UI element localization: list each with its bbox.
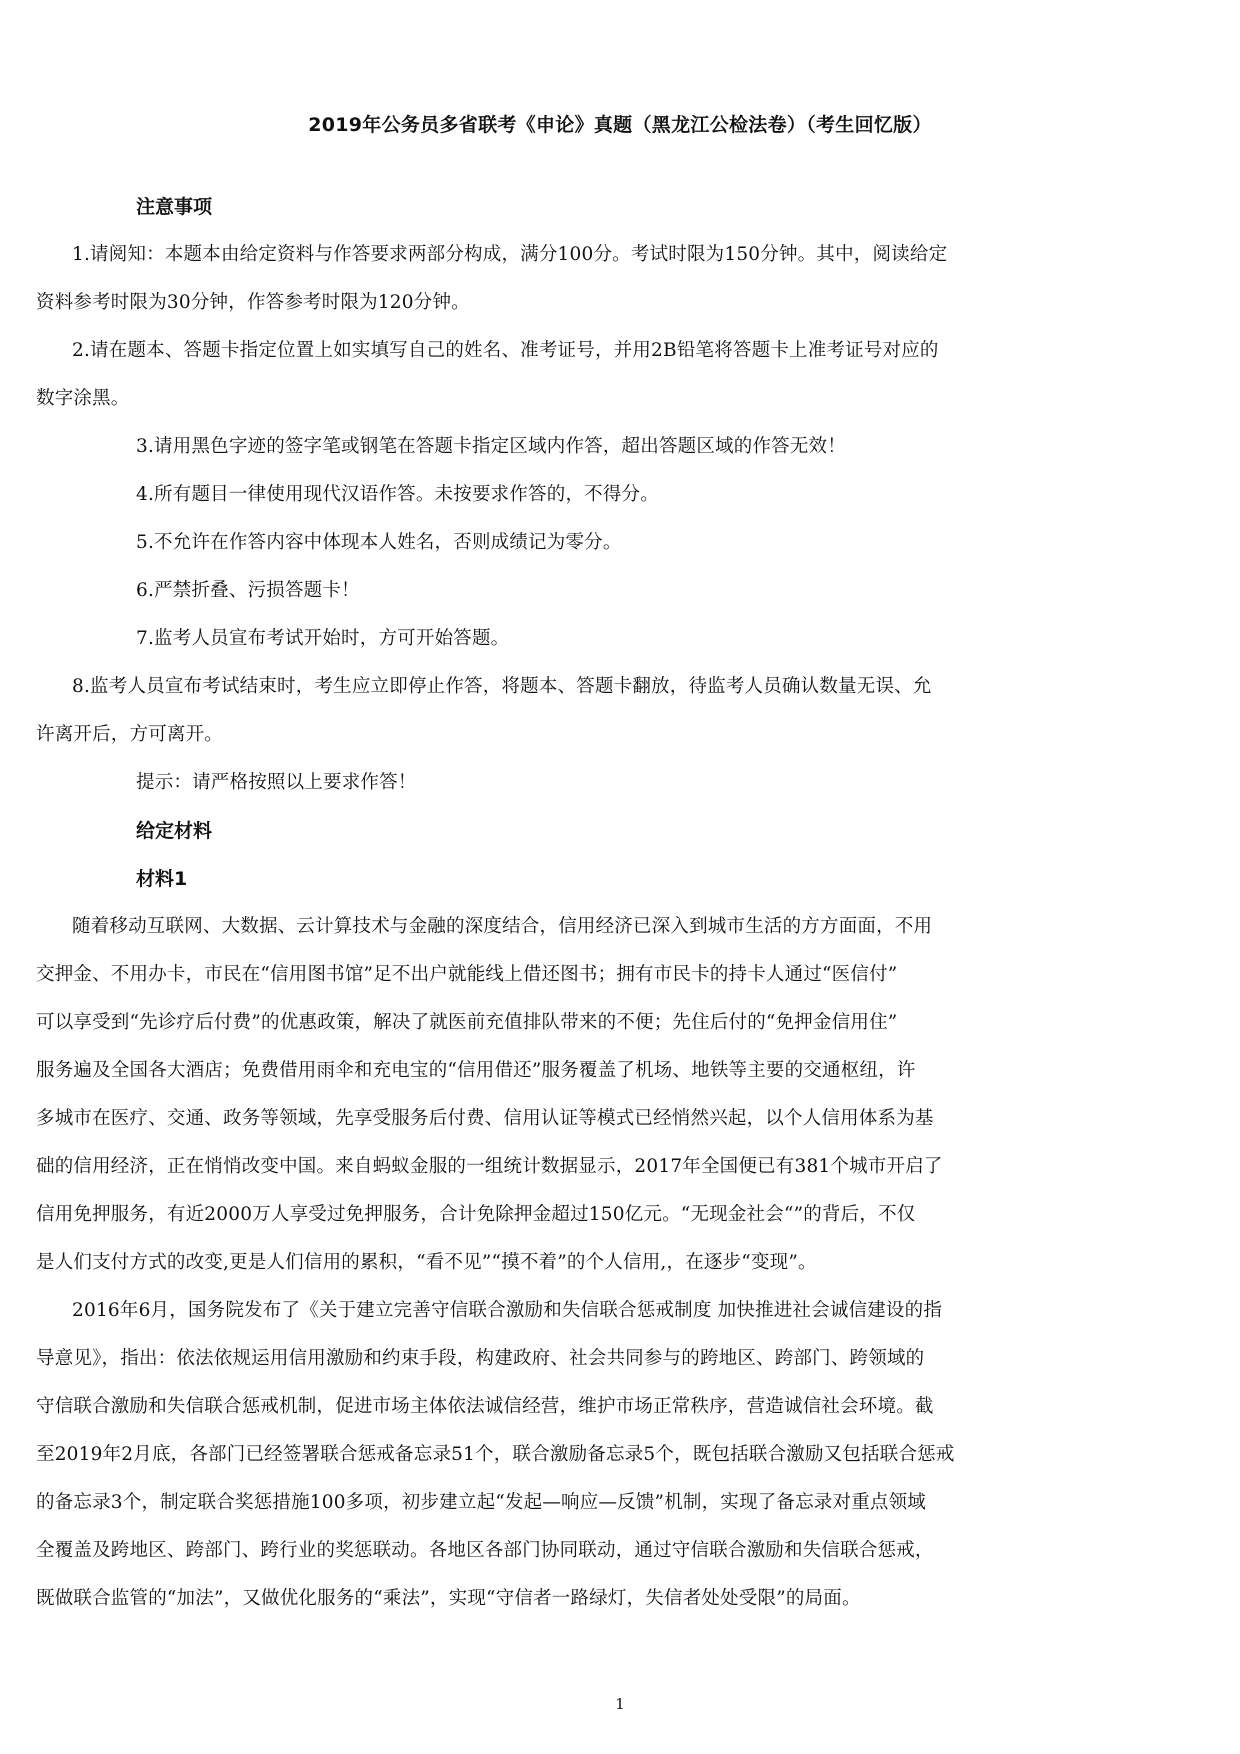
paragraph-line: 随着移动互联网、大数据、云计算技术与金融的深度结合，信用经济已深入到城市生活的方方面面，不用 <box>72 916 933 937</box>
page-number: 1 <box>615 1695 625 1713</box>
material-1-paragraph-1 <box>36 903 1106 1287</box>
notice-item-line: 资料参考时限为30分钟，作答参考时限为120分钟。 <box>36 292 470 313</box>
notice-item-8 <box>36 663 1106 759</box>
materials-heading: 给定材料 <box>136 820 213 842</box>
notice-item-line: 8.监考人员宣布考试结束时，考生应立即停止作答，将题本、答题卡翻放，待监考人员确认数量无误、允 <box>72 676 932 697</box>
paragraph-line: 础的信用经济，正在悄悄改变中国。来自蚂蚁金服的一组统计数据显示，2017年全国便已有381个城市开启了 <box>36 1156 943 1177</box>
paragraph-line: 守信联合激励和失信联合惩戒机制，促进市场主体依法诚信经营，维护市场正常秩序，营造诚信社会环境。截 <box>36 1396 934 1417</box>
paragraph-line: 2016年6月，国务院发布了《关于建立完善守信联合激励和失信联合惩戒制度 加快推进社会诚信建设的指 <box>72 1300 943 1321</box>
notice-item-2 <box>36 327 1106 423</box>
paragraph-line: 是人们支付方式的改变,更是人们信用的累积，“看不见”“摸不着”的个人信用,，在逐步“变现”。 <box>36 1252 817 1273</box>
notice-item-1 <box>36 231 1106 327</box>
notice-tip: 提示：请严格按照以上要求作答！ <box>136 772 417 793</box>
notice-item-7: 7.监考人员宣布考试开始时，方可开始答题。 <box>136 628 510 649</box>
notice-item-line: 1.请阅知：本题本由给定资料与作答要求两部分构成，满分100分。考试时限为150分钟。其中，阅读给定 <box>72 244 948 265</box>
material-1-paragraph-2 <box>36 1287 1106 1623</box>
notice-item-line: 许离开后，方可离开。 <box>36 724 224 745</box>
notice-item-3: 3.请用黑色字迹的签字笔或钢笔在答题卡指定区域内作答，超出答题区域的作答无效！ <box>136 436 846 457</box>
paragraph-line: 服务遍及全国各大酒店；免费借用雨伞和充电宝的“信用借还”服务覆盖了机场、地铁等主要的交通枢纽，许 <box>36 1060 916 1081</box>
notice-item-5: 5.不允许在作答内容中体现本人姓名，否则成绩记为零分。 <box>136 532 622 553</box>
notice-item-6: 6.严禁折叠、污损答题卡！ <box>136 580 360 601</box>
document-title: 2019年公务员多省联考《申论》真题（黑龙江公检法卷）（考生回忆版） <box>308 114 932 136</box>
notice-item-line: 数字涂黑。 <box>36 388 130 409</box>
paragraph-line: 全覆盖及跨地区、跨部门、跨行业的奖惩联动。各地区各部门协同联动，通过守信联合激励和失信联合惩戒， <box>36 1540 934 1561</box>
paragraph-line: 的备忘录3个，制定联合奖惩措施100多项，初步建立起“发起—响应—反馈”机制，实现了备忘录对重点领域 <box>36 1492 927 1513</box>
paragraph-line: 可以享受到“先诊疗后付费”的优惠政策，解决了就医前充值排队带来的不便；先住后付的“免押金信用住” <box>36 1012 898 1033</box>
notice-item-line: 2.请在题本、答题卡指定位置上如实填写自己的姓名、准考证号，并用2B铅笔将答题卡上准考证号对应的 <box>72 340 939 361</box>
notice-heading: 注意事项 <box>136 196 213 218</box>
paragraph-line: 交押金、不用办卡，市民在“信用图书馆”足不出户就能线上借还图书；拥有市民卡的持卡人通过“医信付” <box>36 964 898 985</box>
paragraph-line: 多城市在医疗、交通、政务等领域，先享受服务后付费、信用认证等模式已经悄然兴起，以个人信用体系为基 <box>36 1108 934 1129</box>
paragraph-line: 至2019年2月底，各部门已经签署联合惩戒备忘录51个，联合激励备忘录5个，既包括联合激励又包括联合惩戒 <box>36 1444 955 1465</box>
paragraph-line: 既做联合监管的“加法”，又做优化服务的“乘法”，实现“守信者一路绿灯，失信者处处受限”的局面。 <box>36 1588 861 1609</box>
material-1-heading: 材料1 <box>136 868 188 890</box>
notice-item-4: 4.所有题目一律使用现代汉语作答。未按要求作答的，不得分。 <box>136 484 659 505</box>
paragraph-line: 导意见》，指出：依法依规运用信用激励和约束手段，构建政府、社会共同参与的跨地区、跨部门、跨领域的 <box>36 1348 925 1369</box>
document-body <box>36 183 1106 1623</box>
paragraph-line: 信用免押服务，有近2000万人享受过免押服务，合计免除押金超过150亿元。“无现金社会“”的背后，不仅 <box>36 1204 916 1225</box>
